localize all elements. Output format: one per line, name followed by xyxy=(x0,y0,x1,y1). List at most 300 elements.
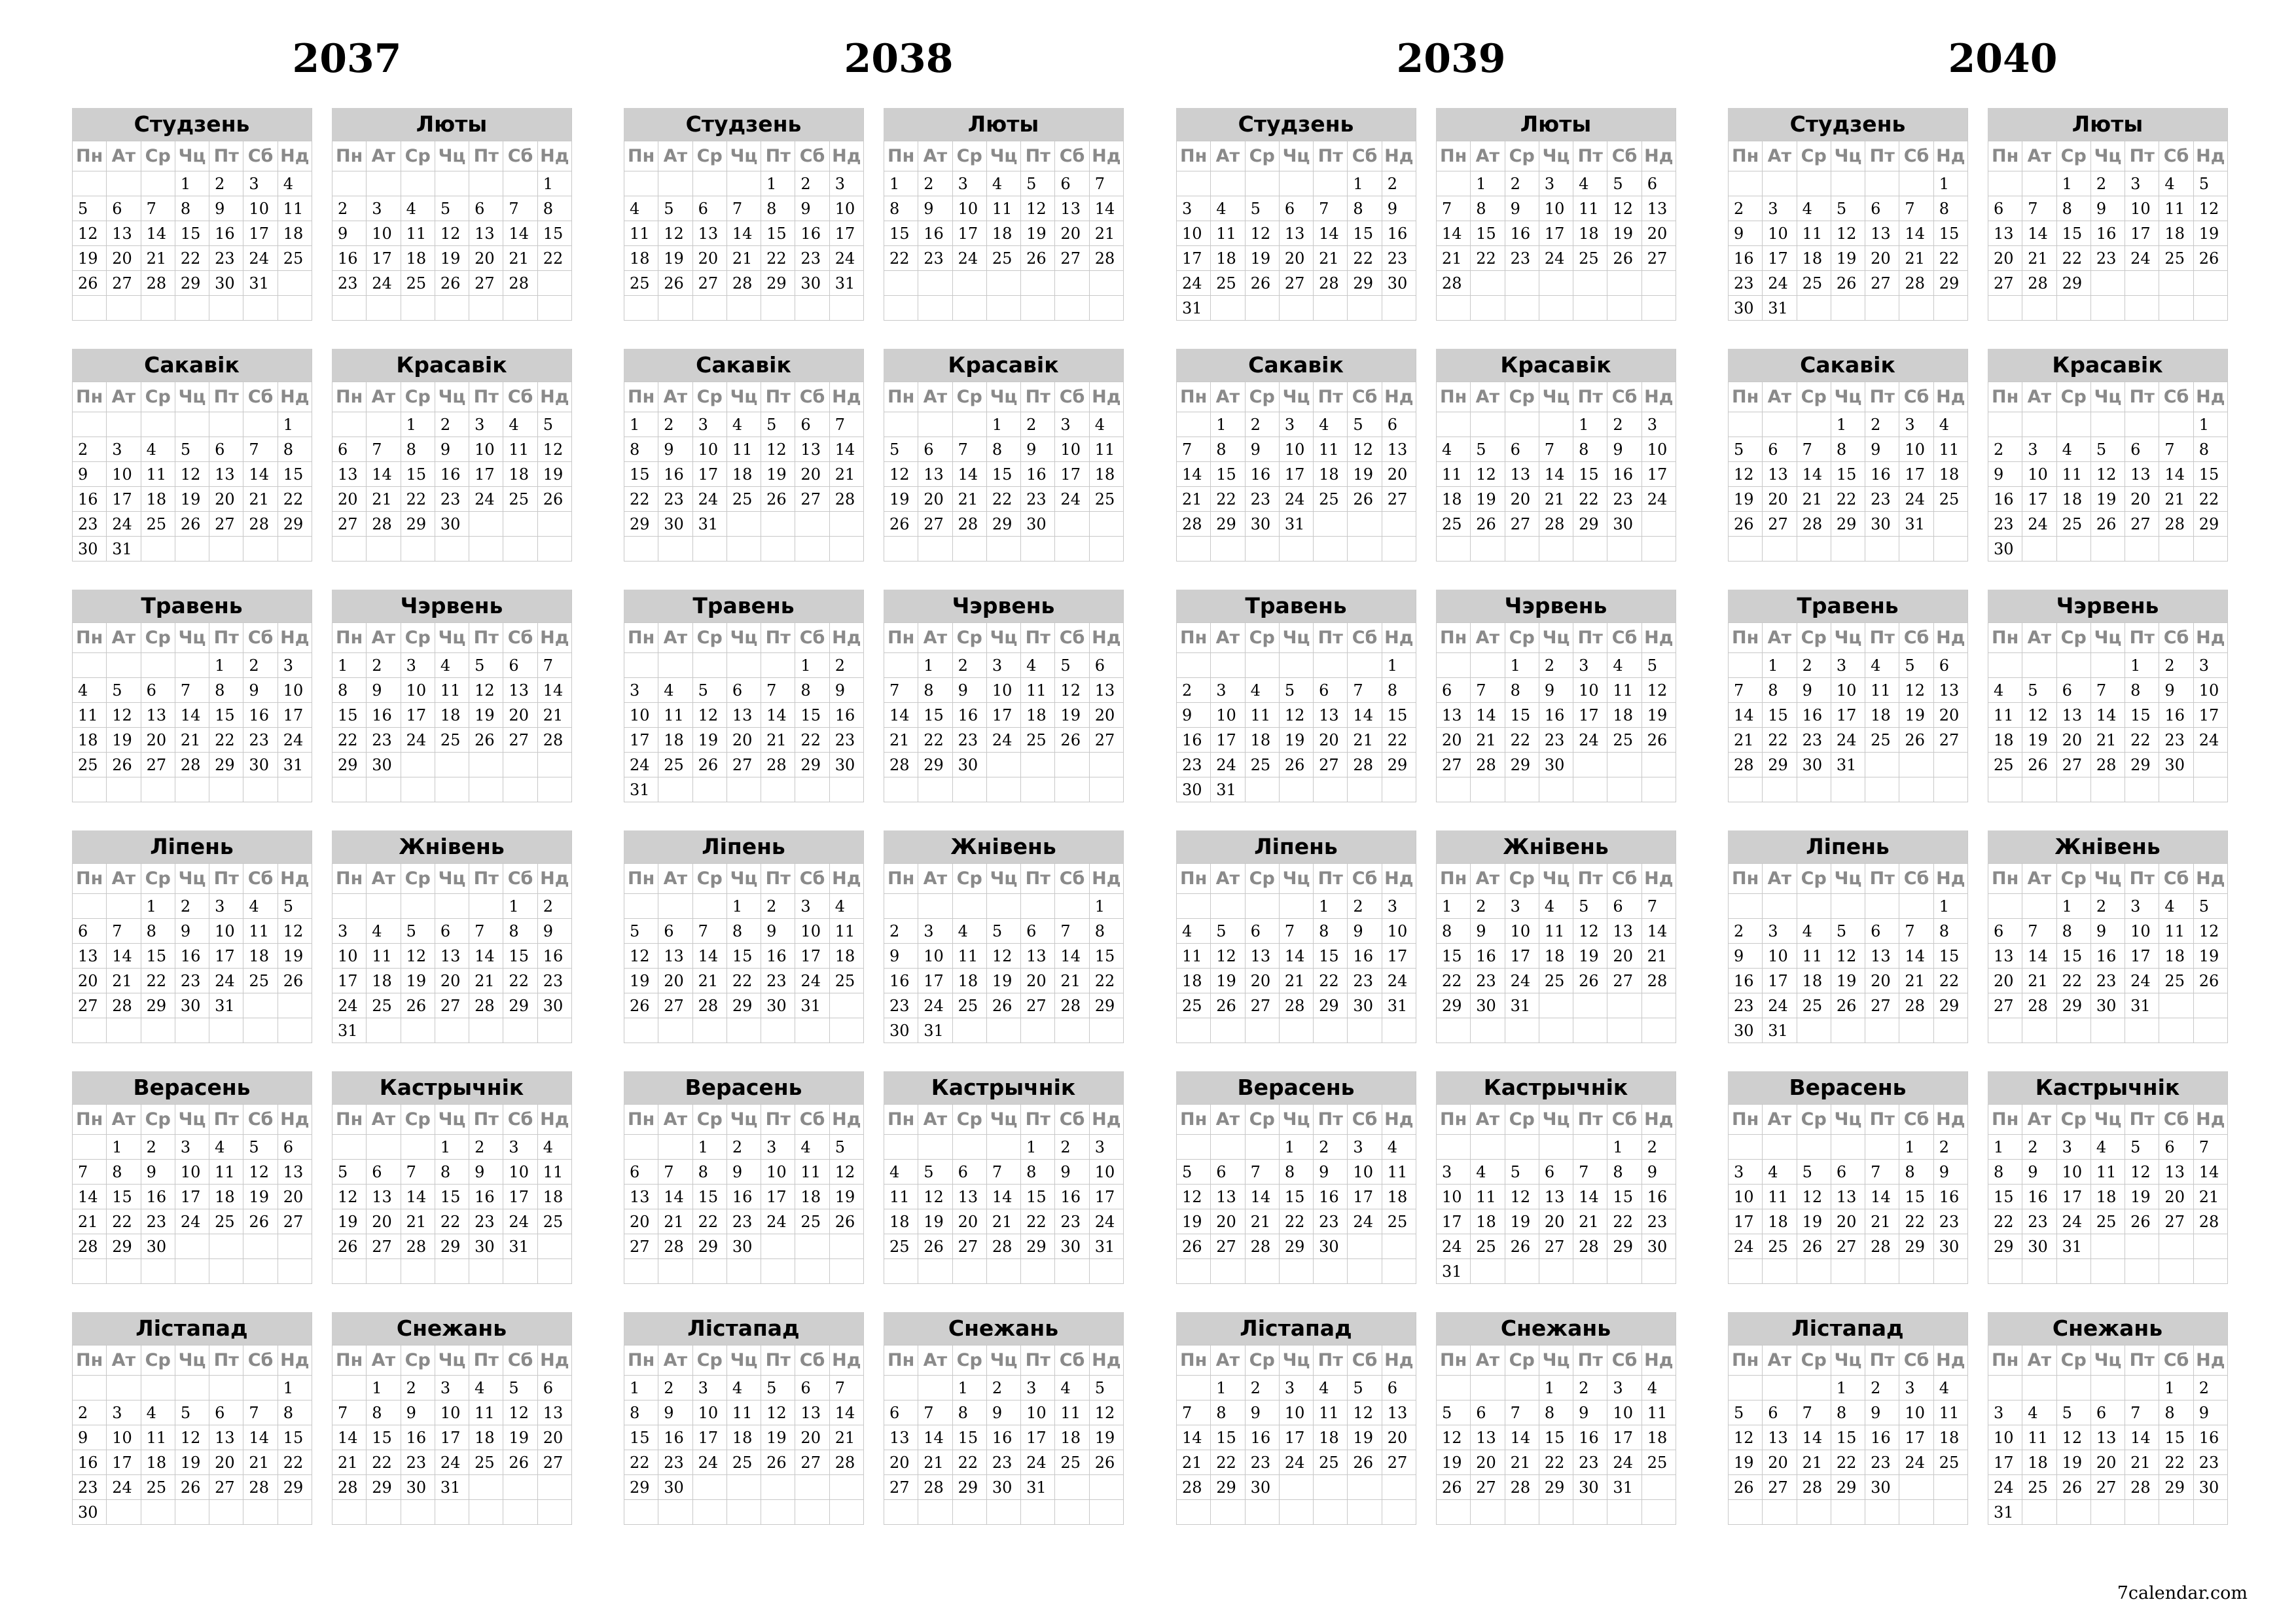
empty-cell xyxy=(1641,777,1676,802)
weekday-header: Пн xyxy=(1176,622,1210,652)
month-name: Люты xyxy=(1436,108,1676,141)
day-cell: 22 xyxy=(761,245,795,270)
empty-cell xyxy=(278,1018,312,1043)
day-cell: 21 xyxy=(726,245,761,270)
day-cell: 20 xyxy=(1865,968,1899,993)
day-cell: 19 xyxy=(503,1425,537,1450)
empty-cell xyxy=(1505,1018,1539,1043)
empty-cell xyxy=(1865,536,1899,561)
day-cell: 26 xyxy=(2193,245,2227,270)
month-calendar xyxy=(1436,1312,1676,1525)
day-cell: 10 xyxy=(2022,461,2056,486)
day-cell: 17 xyxy=(624,727,658,752)
weekday-header: Ат xyxy=(2022,141,2056,171)
day-cell: 20 xyxy=(72,968,106,993)
day-cell: 4 xyxy=(1382,1134,1416,1159)
month-calendar xyxy=(1436,108,1676,321)
weekday-header: Чц xyxy=(435,382,469,412)
day-cell: 26 xyxy=(435,270,469,295)
day-cell: 25 xyxy=(795,1209,829,1234)
day-cell: 14 xyxy=(503,221,537,245)
weekday-header: Пн xyxy=(72,1345,106,1375)
day-cell: 18 xyxy=(726,1425,761,1450)
month-grid xyxy=(1988,382,2227,561)
day-cell: 6 xyxy=(2056,677,2090,702)
day-cell: 6 xyxy=(1505,437,1539,461)
day-cell: 15 xyxy=(1313,943,1347,968)
day-cell: 4 xyxy=(141,1400,175,1425)
day-cell: 11 xyxy=(209,1159,243,1184)
empty-cell xyxy=(692,1474,726,1499)
weekday-header: Сб xyxy=(2159,382,2193,412)
day-cell: 1 xyxy=(1279,1134,1313,1159)
day-cell: 30 xyxy=(1865,511,1899,536)
day-cell: 4 xyxy=(1865,652,1899,677)
day-cell: 17 xyxy=(1210,727,1244,752)
empty-cell xyxy=(1313,1499,1347,1524)
day-cell: 13 xyxy=(918,461,952,486)
day-cell: 10 xyxy=(332,943,366,968)
day-cell: 8 xyxy=(537,196,571,221)
empty-cell xyxy=(1470,270,1504,295)
day-cell: 28 xyxy=(2022,993,2056,1018)
day-cell: 13 xyxy=(1279,221,1313,245)
day-cell: 29 xyxy=(2193,511,2227,536)
empty-cell xyxy=(1505,536,1539,561)
day-cell: 28 xyxy=(1797,1474,1831,1499)
empty-cell xyxy=(2193,752,2227,777)
month-calendar xyxy=(1176,590,1416,802)
day-cell: 17 xyxy=(1899,461,1933,486)
day-cell: 4 xyxy=(366,918,400,943)
weekday-header: Пн xyxy=(1728,1104,1762,1134)
day-cell: 17 xyxy=(1279,461,1313,486)
day-cell: 13 xyxy=(1762,1425,1796,1450)
empty-cell xyxy=(1539,270,1573,295)
day-cell: 3 xyxy=(2056,1134,2090,1159)
day-cell: 16 xyxy=(1245,461,1279,486)
weekday-header: Ат xyxy=(106,863,140,893)
day-cell: 19 xyxy=(1831,245,1865,270)
day-cell: 16 xyxy=(435,461,469,486)
day-cell: 6 xyxy=(1382,1375,1416,1400)
day-cell: 25 xyxy=(2022,1474,2056,1499)
weekday-header: Ср xyxy=(1505,141,1539,171)
month-calendar xyxy=(624,590,864,802)
day-cell: 12 xyxy=(1728,461,1762,486)
day-cell: 30 xyxy=(72,536,106,561)
day-cell: 14 xyxy=(1641,918,1676,943)
empty-cell xyxy=(795,1499,829,1524)
day-cell: 4 xyxy=(952,918,986,943)
day-cell: 20 xyxy=(1988,968,2022,993)
empty-cell xyxy=(1641,1499,1676,1524)
day-cell: 20 xyxy=(1762,1450,1796,1474)
weekday-header: Чц xyxy=(1539,382,1573,412)
day-cell: 20 xyxy=(1245,968,1279,993)
empty-cell xyxy=(952,1258,986,1283)
day-cell: 11 xyxy=(1933,437,1967,461)
day-cell: 19 xyxy=(278,943,312,968)
month-grid xyxy=(1988,863,2227,1043)
day-cell: 10 xyxy=(243,196,277,221)
day-cell: 28 xyxy=(1797,511,1831,536)
weekday-header: Сб xyxy=(1054,1104,1088,1134)
weekday-header: Нд xyxy=(2193,382,2227,412)
month-calendar xyxy=(1728,349,1968,562)
empty-cell xyxy=(1279,295,1313,320)
day-cell: 22 xyxy=(2159,1450,2193,1474)
day-cell: 28 xyxy=(1539,511,1573,536)
day-cell: 17 xyxy=(1539,221,1573,245)
empty-cell xyxy=(401,893,435,918)
weekday-header: Ср xyxy=(401,1345,435,1375)
day-cell: 25 xyxy=(1382,1209,1416,1234)
empty-cell xyxy=(469,171,503,196)
day-cell: 17 xyxy=(1728,1209,1762,1234)
month-name: Кастрычнік xyxy=(1988,1071,2227,1104)
day-cell: 6 xyxy=(795,412,829,437)
day-cell: 23 xyxy=(986,1450,1020,1474)
day-cell: 14 xyxy=(243,1425,277,1450)
day-cell: 3 xyxy=(1573,652,1607,677)
weekday-header: Ат xyxy=(658,1104,692,1134)
empty-cell xyxy=(1573,777,1607,802)
day-cell: 29 xyxy=(726,993,761,1018)
empty-cell xyxy=(1313,1474,1347,1499)
day-cell: 17 xyxy=(1988,1450,2022,1474)
day-cell: 12 xyxy=(1347,1400,1381,1425)
month-grid xyxy=(624,863,863,1043)
day-cell: 17 xyxy=(1607,1425,1641,1450)
day-cell: 1 xyxy=(278,1375,312,1400)
day-cell: 16 xyxy=(469,1184,503,1209)
day-cell: 20 xyxy=(469,245,503,270)
day-cell: 22 xyxy=(1933,245,1967,270)
day-cell: 9 xyxy=(918,196,952,221)
weekday-header: Ср xyxy=(141,382,175,412)
day-cell: 24 xyxy=(1382,968,1416,993)
empty-cell xyxy=(1470,1018,1504,1043)
month-name: Чэрвень xyxy=(1436,590,1676,622)
empty-cell xyxy=(795,777,829,802)
day-cell: 19 xyxy=(692,727,726,752)
empty-cell xyxy=(435,1499,469,1524)
empty-cell xyxy=(952,893,986,918)
empty-cell xyxy=(1054,1018,1088,1043)
day-cell: 21 xyxy=(986,1209,1020,1234)
day-cell: 14 xyxy=(1176,461,1210,486)
empty-cell xyxy=(469,1474,503,1499)
day-cell: 28 xyxy=(2090,752,2125,777)
weekday-header: Сб xyxy=(243,863,277,893)
day-cell: 7 xyxy=(175,677,209,702)
day-cell: 18 xyxy=(2159,221,2193,245)
day-cell: 14 xyxy=(469,943,503,968)
day-cell: 16 xyxy=(1797,702,1831,727)
weekday-header: Нд xyxy=(2193,141,2227,171)
day-cell: 3 xyxy=(1641,412,1676,437)
month-name: Лістапад xyxy=(72,1312,312,1345)
day-cell: 23 xyxy=(435,486,469,511)
empty-cell xyxy=(829,777,863,802)
day-cell: 8 xyxy=(692,1159,726,1184)
weekday-header: Ср xyxy=(1245,622,1279,652)
empty-cell xyxy=(2125,536,2159,561)
empty-cell xyxy=(537,1018,571,1043)
day-cell: 29 xyxy=(692,1234,726,1258)
day-cell: 20 xyxy=(1470,1450,1504,1474)
day-cell: 20 xyxy=(1762,486,1796,511)
day-cell: 31 xyxy=(624,777,658,802)
day-cell: 21 xyxy=(2022,245,2056,270)
weekday-header: Нд xyxy=(1382,622,1416,652)
day-cell: 16 xyxy=(658,1425,692,1450)
day-cell: 7 xyxy=(2159,437,2193,461)
empty-cell xyxy=(986,295,1020,320)
empty-cell xyxy=(175,1258,209,1283)
day-cell: 21 xyxy=(918,1450,952,1474)
day-cell: 21 xyxy=(401,1209,435,1234)
empty-cell xyxy=(106,1499,140,1524)
day-cell: 23 xyxy=(1865,486,1899,511)
day-cell: 23 xyxy=(952,727,986,752)
empty-cell xyxy=(209,1258,243,1283)
month-name: Жнівень xyxy=(1988,830,2227,863)
day-cell: 16 xyxy=(1176,727,1210,752)
empty-cell xyxy=(2090,1499,2125,1524)
empty-cell xyxy=(1210,295,1244,320)
month-calendar xyxy=(624,1312,864,1525)
weekday-header: Чц xyxy=(2090,1104,2125,1134)
weekday-header: Нд xyxy=(1641,141,1676,171)
weekday-header: Ср xyxy=(952,382,986,412)
empty-cell xyxy=(1831,1258,1865,1283)
empty-cell xyxy=(1933,536,1967,561)
day-cell: 10 xyxy=(829,196,863,221)
day-cell: 1 xyxy=(1210,412,1244,437)
day-cell: 11 xyxy=(2056,461,2090,486)
empty-cell xyxy=(2022,1018,2056,1043)
weekday-header: Пт xyxy=(761,1104,795,1134)
day-cell: 15 xyxy=(624,461,658,486)
empty-cell xyxy=(1382,1234,1416,1258)
day-cell: 30 xyxy=(469,1234,503,1258)
empty-cell xyxy=(1988,1375,2022,1400)
day-cell: 9 xyxy=(1865,1400,1899,1425)
month-grid xyxy=(1176,863,1416,1043)
day-cell: 14 xyxy=(1176,1425,1210,1450)
day-cell: 13 xyxy=(2159,1159,2193,1184)
day-cell: 16 xyxy=(175,943,209,968)
month-name: Студзень xyxy=(624,108,863,141)
weekday-header: Ср xyxy=(692,863,726,893)
day-cell: 8 xyxy=(175,196,209,221)
day-cell: 23 xyxy=(1865,1450,1899,1474)
day-cell: 30 xyxy=(435,511,469,536)
empty-cell xyxy=(1573,270,1607,295)
weekday-header: Пн xyxy=(1436,382,1470,412)
day-cell: 29 xyxy=(2159,1474,2193,1499)
month-grid xyxy=(1436,863,1676,1043)
day-cell: 7 xyxy=(503,196,537,221)
day-cell: 28 xyxy=(692,993,726,1018)
empty-cell xyxy=(1539,777,1573,802)
weekday-header: Пт xyxy=(1865,863,1899,893)
weekday-header: Ат xyxy=(366,863,400,893)
day-cell: 27 xyxy=(1505,511,1539,536)
empty-cell xyxy=(658,1499,692,1524)
day-cell: 24 xyxy=(503,1209,537,1234)
empty-cell xyxy=(1728,171,1762,196)
weekday-header: Чц xyxy=(726,141,761,171)
day-cell: 14 xyxy=(141,221,175,245)
day-cell: 7 xyxy=(761,677,795,702)
day-cell: 25 xyxy=(1089,486,1123,511)
day-cell: 5 xyxy=(278,893,312,918)
weekday-header: Нд xyxy=(1933,141,1967,171)
day-cell: 24 xyxy=(1899,486,1933,511)
day-cell: 11 xyxy=(1762,1184,1796,1209)
day-cell: 11 xyxy=(726,1400,761,1425)
empty-cell xyxy=(1865,752,1899,777)
day-cell: 8 xyxy=(1347,196,1381,221)
day-cell: 25 xyxy=(1607,727,1641,752)
day-cell: 24 xyxy=(829,245,863,270)
weekday-header: Сб xyxy=(503,1104,537,1134)
day-cell: 11 xyxy=(1607,677,1641,702)
day-cell: 27 xyxy=(209,1474,243,1499)
weekday-header: Сб xyxy=(1607,622,1641,652)
weekday-header: Ср xyxy=(2056,863,2090,893)
month-name: Люты xyxy=(884,108,1123,141)
month-name: Верасень xyxy=(1728,1071,1967,1104)
empty-cell xyxy=(884,893,918,918)
weekday-header: Пн xyxy=(884,863,918,893)
day-cell: 5 xyxy=(175,1400,209,1425)
weekday-header: Нд xyxy=(1382,382,1416,412)
empty-cell xyxy=(1988,777,2022,802)
empty-cell xyxy=(1865,1134,1899,1159)
day-cell: 26 xyxy=(401,993,435,1018)
weekday-header: Чц xyxy=(1831,382,1865,412)
weekday-header: Нд xyxy=(278,1345,312,1375)
year-block xyxy=(1728,0,2278,1584)
day-cell: 11 xyxy=(795,1159,829,1184)
day-cell: 14 xyxy=(1054,943,1088,968)
day-cell: 25 xyxy=(366,993,400,1018)
day-cell: 7 xyxy=(1865,1159,1899,1184)
day-cell: 11 xyxy=(1641,1400,1676,1425)
weekday-header: Сб xyxy=(1054,622,1088,652)
empty-cell xyxy=(795,1018,829,1043)
day-cell: 14 xyxy=(2193,1159,2227,1184)
weekday-header: Ат xyxy=(1210,382,1244,412)
day-cell: 3 xyxy=(2125,893,2159,918)
weekday-header: Пн xyxy=(1988,622,2022,652)
day-cell: 4 xyxy=(624,196,658,221)
month-grid xyxy=(1728,1345,1967,1524)
empty-cell xyxy=(503,777,537,802)
day-cell: 14 xyxy=(1245,1184,1279,1209)
day-cell: 21 xyxy=(332,1450,366,1474)
weekday-header: Нд xyxy=(537,863,571,893)
day-cell: 21 xyxy=(1089,221,1123,245)
weekday-header: Чц xyxy=(1279,863,1313,893)
weekday-header: Ср xyxy=(1797,382,1831,412)
day-cell: 4 xyxy=(1933,1375,1967,1400)
day-cell: 28 xyxy=(141,270,175,295)
month-calendar xyxy=(1988,830,2228,1043)
day-cell: 7 xyxy=(72,1159,106,1184)
day-cell: 18 xyxy=(2090,1184,2125,1209)
empty-cell xyxy=(1020,295,1054,320)
empty-cell xyxy=(72,1375,106,1400)
weekday-header: Пн xyxy=(332,622,366,652)
month-grid xyxy=(332,141,571,320)
weekday-header: Ат xyxy=(366,1104,400,1134)
empty-cell xyxy=(624,295,658,320)
day-cell: 23 xyxy=(1607,486,1641,511)
day-cell: 27 xyxy=(952,1234,986,1258)
site-credit[interactable]: 7calendar.com xyxy=(2117,1583,2248,1603)
day-cell: 27 xyxy=(1865,993,1899,1018)
day-cell: 3 xyxy=(2193,652,2227,677)
month-calendar xyxy=(1728,830,1968,1043)
empty-cell xyxy=(2090,652,2125,677)
day-cell: 4 xyxy=(1539,893,1573,918)
day-cell: 10 xyxy=(1988,1425,2022,1450)
day-cell: 23 xyxy=(1641,1209,1676,1234)
day-cell: 4 xyxy=(726,412,761,437)
day-cell: 23 xyxy=(537,968,571,993)
day-cell: 21 xyxy=(1436,245,1470,270)
day-cell: 16 xyxy=(366,702,400,727)
day-cell: 12 xyxy=(1176,1184,1210,1209)
day-cell: 3 xyxy=(175,1134,209,1159)
day-cell: 27 xyxy=(537,1450,571,1474)
day-cell: 6 xyxy=(1054,171,1088,196)
day-cell: 18 xyxy=(1313,461,1347,486)
weekday-header: Ат xyxy=(1210,141,1244,171)
weekday-header: Пн xyxy=(72,141,106,171)
day-cell: 19 xyxy=(2193,221,2227,245)
weekday-header: Пн xyxy=(1988,1345,2022,1375)
day-cell: 20 xyxy=(503,702,537,727)
day-cell: 20 xyxy=(209,1450,243,1474)
day-cell: 2 xyxy=(1505,171,1539,196)
empty-cell xyxy=(1539,1018,1573,1043)
day-cell: 6 xyxy=(692,196,726,221)
empty-cell xyxy=(1382,1499,1416,1524)
month-calendar xyxy=(72,349,312,562)
day-cell: 10 xyxy=(278,677,312,702)
day-cell: 5 xyxy=(243,1134,277,1159)
day-cell: 6 xyxy=(72,918,106,943)
day-cell: 14 xyxy=(952,461,986,486)
day-cell: 11 xyxy=(1865,677,1899,702)
day-cell: 3 xyxy=(209,893,243,918)
day-cell: 21 xyxy=(829,1425,863,1450)
empty-cell xyxy=(401,536,435,561)
day-cell: 2 xyxy=(1020,412,1054,437)
empty-cell xyxy=(1607,270,1641,295)
weekday-header: Пт xyxy=(1865,1345,1899,1375)
day-cell: 24 xyxy=(243,245,277,270)
weekday-header: Сб xyxy=(1899,863,1933,893)
day-cell: 8 xyxy=(952,1400,986,1425)
empty-cell xyxy=(2125,1499,2159,1524)
